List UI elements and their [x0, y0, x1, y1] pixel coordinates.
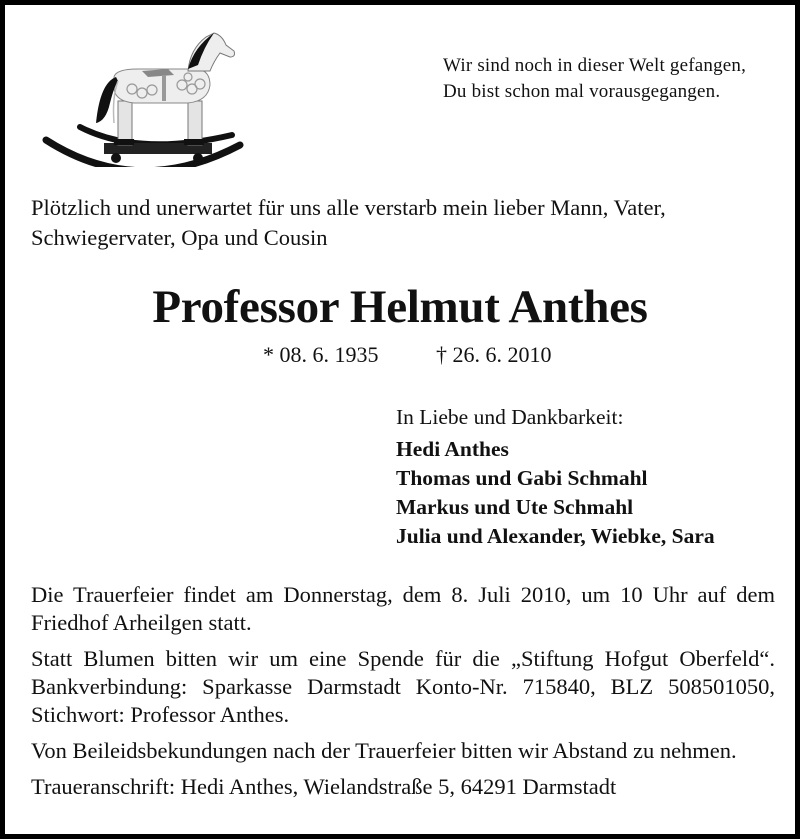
details-section: [31, 581, 775, 809]
donation-info: Statt Blumen bitten wir um eine Spende für die „Stiftung Hofgut Oberfeld“. Bankverbindung: Sparkasse Darmstadt Konto-Nr. 715840, BLZ 508501050, Stichwort: Professor Anthes.: [31, 646, 775, 727]
death-date: † 26. 6. 2010: [436, 342, 552, 367]
mourning-address: Traueranschrift: Hedi Anthes, Wielandstraße 5, 64291 Darmstadt: [31, 774, 617, 799]
deceased-name: Professor Helmut Anthes: [152, 281, 648, 333]
funeral-info: Die Trauerfeier findet am Donnerstag, dem 8. Juli 2010, um 10 Uhr auf dem Friedhof Arheilgen statt.: [31, 582, 775, 635]
intro-text: [31, 193, 781, 253]
mourners-heading: In Liebe und Dankbarkeit:: [396, 405, 624, 429]
birth-date: * 08. 6. 1935: [263, 342, 379, 367]
intro-line-1: Plötzlich und unerwartet für uns alle verstarb mein lieber Mann, Vater,: [31, 195, 666, 220]
rocking-horse-icon: [38, 27, 248, 167]
mourner-name: Thomas und Gabi Schmahl: [396, 466, 648, 490]
motto-verse: [443, 53, 746, 105]
life-dates: [263, 341, 552, 369]
intro-line-2: Schwiegervater, Opa und Cousin: [31, 225, 328, 250]
condolences-info: Von Beileidsbekundungen nach der Trauerfeier bitten wir Abstand zu nehmen.: [31, 738, 737, 763]
mourner-name: Markus und Ute Schmahl: [396, 495, 634, 519]
motto-line-2: Du bist schon mal vorausgegangen.: [443, 81, 721, 102]
mourner-name: Hedi Anthes: [396, 437, 509, 461]
mourner-name: Julia und Alexander, Wiebke, Sara: [396, 524, 715, 548]
mourners-block: [396, 403, 715, 551]
motto-line-1: Wir sind noch in dieser Welt gefangen,: [443, 55, 747, 76]
